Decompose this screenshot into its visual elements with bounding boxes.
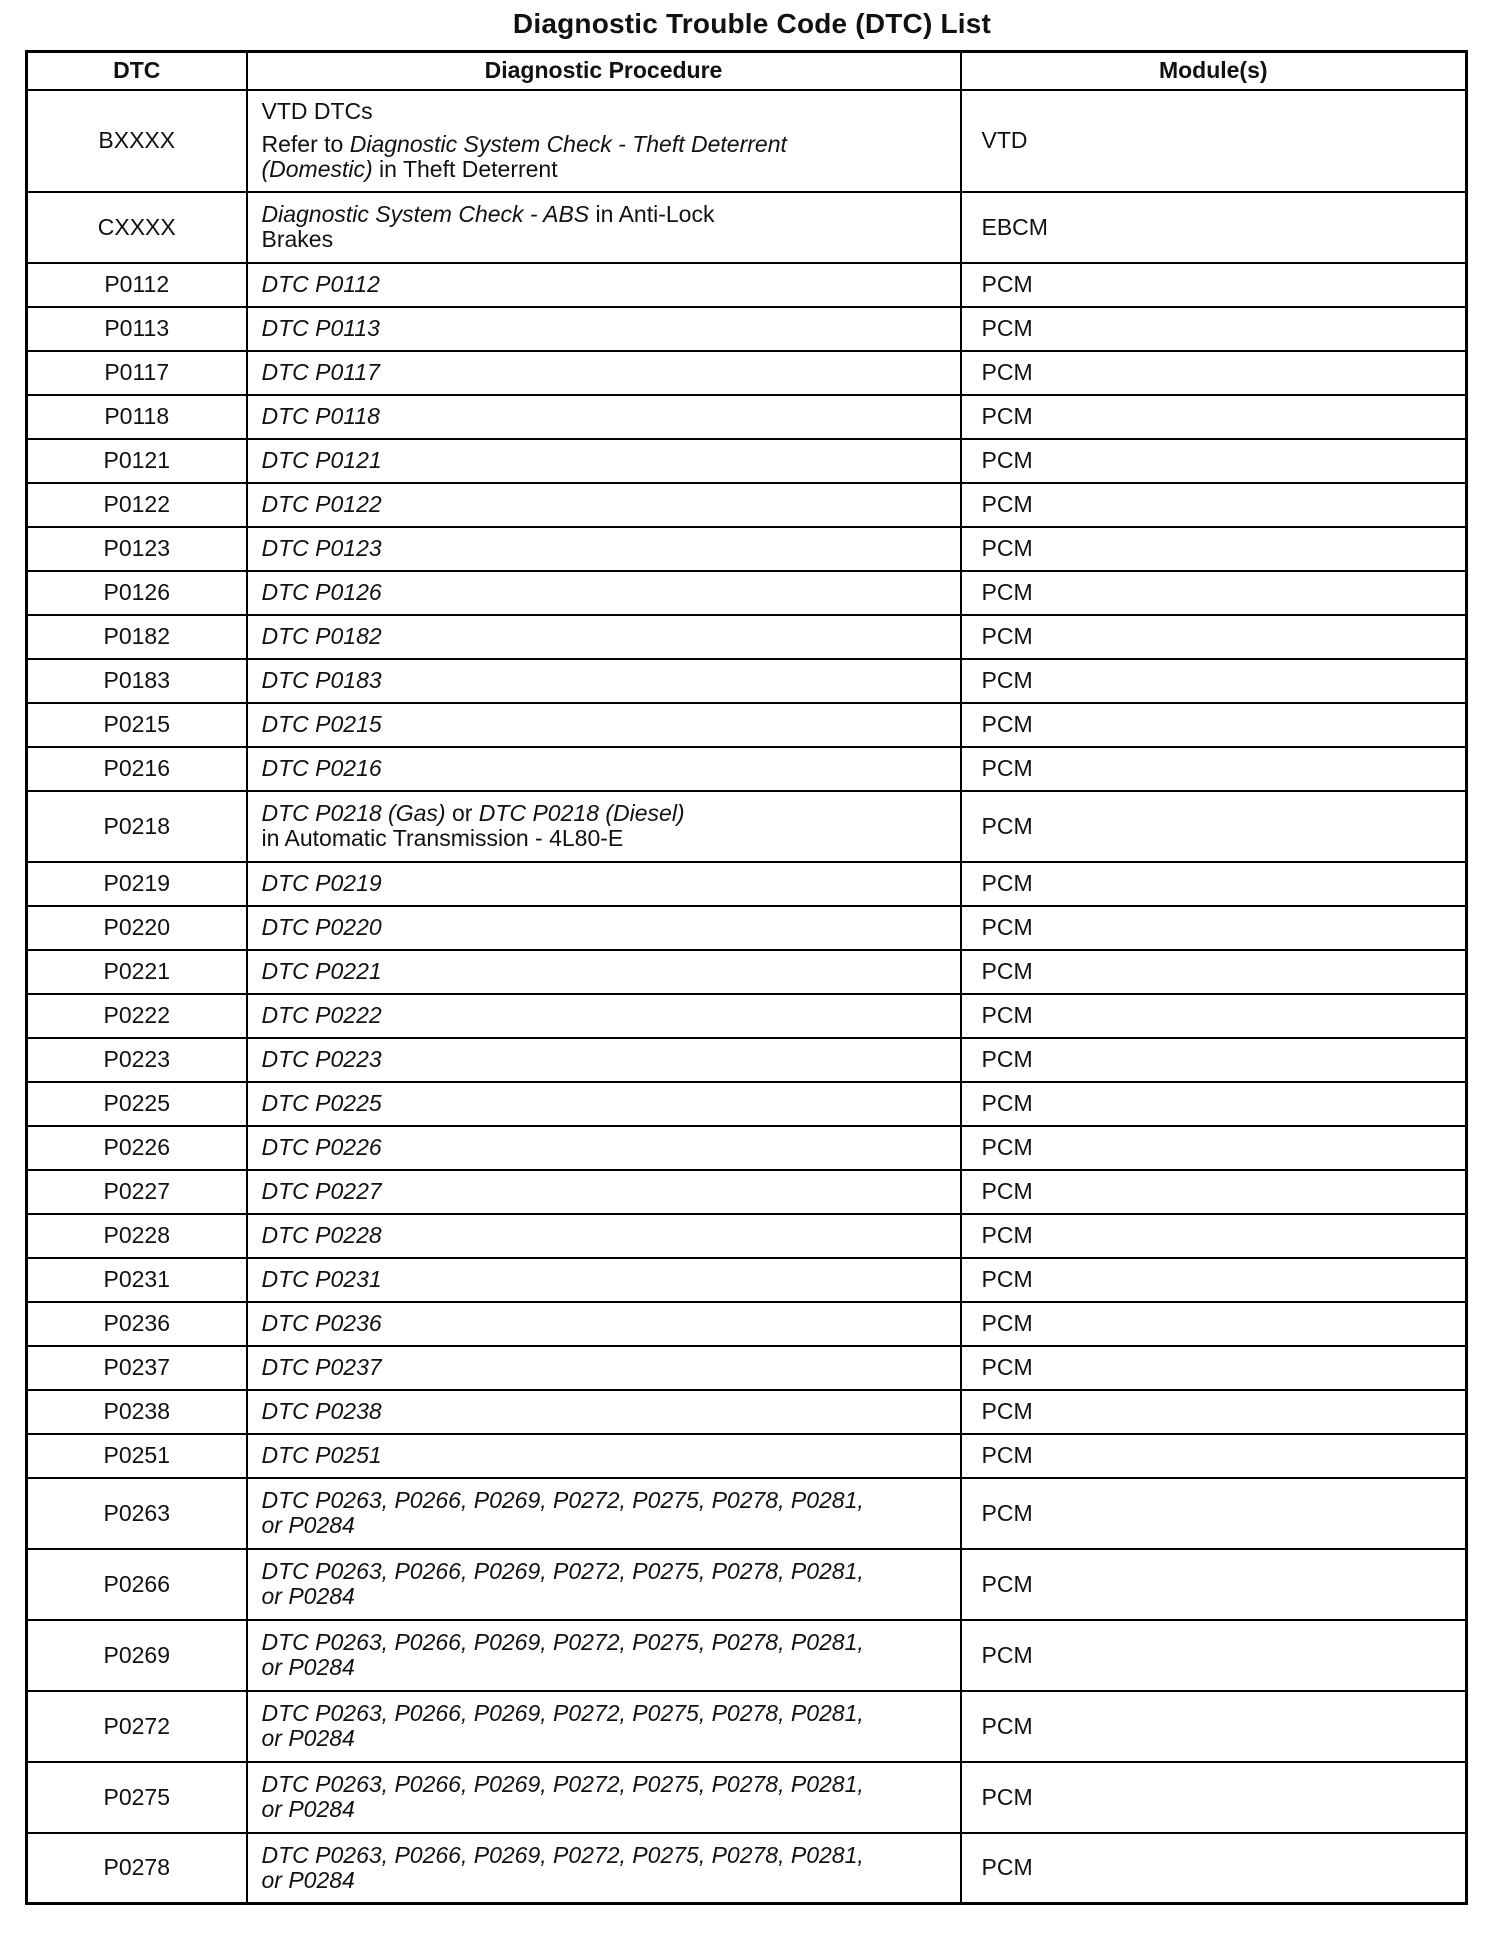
procedure-reference: DTC P0263, P0266, P0269, P0272, P0275, P0278, P0281, (261, 1558, 864, 1584)
dtc-code: P0126 (27, 571, 247, 615)
module: PCM (961, 906, 1467, 950)
table-row (27, 1346, 1467, 1390)
diagnostic-procedure (247, 1302, 961, 1346)
diagnostic-procedure (247, 1258, 961, 1302)
procedure-reference: DTC P0263, P0266, P0269, P0272, P0275, P0278, P0281, (261, 1771, 864, 1797)
procedure-reference: DTC P0126 (261, 579, 382, 605)
procedure-reference: or P0284 (261, 1512, 355, 1538)
procedure-line (262, 1047, 946, 1072)
table-row (27, 703, 1467, 747)
procedure-reference: DTC P0122 (261, 491, 382, 517)
table-row (27, 90, 1467, 192)
dtc-code: P0272 (27, 1691, 247, 1762)
diagnostic-procedure (247, 862, 961, 906)
procedure-line (262, 1772, 946, 1797)
dtc-code: P0236 (27, 1302, 247, 1346)
diagnostic-procedure (247, 571, 961, 615)
procedure-reference: DTC P0218 (Gas) (261, 800, 446, 826)
table-row (27, 1170, 1467, 1214)
procedure-reference: DTC P0263, P0266, P0269, P0272, P0275, P0278, P0281, (261, 1841, 864, 1868)
table-row (27, 483, 1467, 527)
procedure-line (262, 360, 946, 385)
procedure-reference: or P0284 (261, 1583, 355, 1609)
table-row (27, 1434, 1467, 1478)
dtc-code: P0183 (27, 659, 247, 703)
module: PCM (961, 703, 1467, 747)
header-diagnostic-procedure: Diagnostic Procedure (247, 52, 961, 90)
dtc-code: CXXXX (27, 192, 247, 263)
diagnostic-procedure (247, 1691, 961, 1762)
diagnostic-procedure (247, 483, 961, 527)
module: PCM (961, 1691, 1467, 1762)
table-row (27, 994, 1467, 1038)
procedure-line (262, 712, 946, 737)
procedure-reference: or P0284 (261, 1866, 355, 1893)
table-row (27, 1833, 1467, 1904)
procedure-reference: DTC P0123 (261, 535, 382, 561)
dtc-code: P0226 (27, 1126, 247, 1170)
procedure-line (262, 801, 946, 826)
table-row (27, 1082, 1467, 1126)
dtc-code: P0237 (27, 1346, 247, 1390)
procedure-reference: DTC P0237 (261, 1354, 382, 1380)
procedure-line (262, 826, 946, 851)
table-row (27, 527, 1467, 571)
procedure-line (262, 1267, 946, 1292)
diagnostic-procedure (247, 439, 961, 483)
procedure-line (262, 1399, 946, 1424)
module: PCM (961, 747, 1467, 791)
procedure-line (262, 404, 946, 429)
procedure-line (262, 959, 946, 984)
dtc-code: P0278 (27, 1833, 247, 1904)
procedure-reference: or P0284 (261, 1796, 355, 1822)
diagnostic-procedure (247, 747, 961, 791)
procedure-reference: DTC P0220 (261, 914, 382, 940)
table-body (27, 90, 1467, 1904)
table-row (27, 747, 1467, 791)
dtc-code: P0228 (27, 1214, 247, 1258)
procedure-reference: DTC P0226 (261, 1134, 382, 1160)
procedure-text: VTD DTCs (261, 98, 373, 124)
diagnostic-procedure (247, 1478, 961, 1549)
diagnostic-procedure (247, 615, 961, 659)
table-row (27, 571, 1467, 615)
procedure-line (262, 1513, 946, 1538)
procedure-line (262, 1843, 946, 1868)
diagnostic-procedure (247, 395, 961, 439)
procedure-line (262, 1091, 946, 1116)
procedure-line (262, 1223, 946, 1248)
procedure-reference: DTC P0218 (Diesel) (478, 800, 685, 826)
module: PCM (961, 1126, 1467, 1170)
procedure-reference: DTC P0221 (261, 958, 382, 984)
module: PCM (961, 1390, 1467, 1434)
table-row (27, 615, 1467, 659)
table-row (27, 1214, 1467, 1258)
table-row (27, 263, 1467, 307)
dtc-code: P0269 (27, 1620, 247, 1691)
diagnostic-procedure (247, 659, 961, 703)
dtc-code: P0225 (27, 1082, 247, 1126)
dtc-code: P0216 (27, 747, 247, 791)
procedure-text: Brakes (261, 226, 334, 252)
table-row (27, 1258, 1467, 1302)
dtc-code: P0113 (27, 307, 247, 351)
diagnostic-procedure (247, 791, 961, 862)
procedure-reference: Diagnostic System Check - ABS (261, 201, 590, 227)
table-row (27, 1691, 1467, 1762)
header-dtc: DTC (27, 52, 247, 90)
table-row (27, 351, 1467, 395)
module: PCM (961, 527, 1467, 571)
procedure-line (262, 1135, 946, 1160)
table-row (27, 439, 1467, 483)
dtc-code: BXXXX (27, 90, 247, 192)
diagnostic-procedure (247, 263, 961, 307)
procedure-line (262, 202, 946, 227)
procedure-line (262, 1355, 946, 1380)
table-row (27, 1302, 1467, 1346)
module: PCM (961, 1434, 1467, 1478)
diagnostic-procedure (247, 1082, 961, 1126)
module: PCM (961, 571, 1467, 615)
module: PCM (961, 1833, 1467, 1904)
diagnostic-procedure (247, 192, 961, 263)
procedure-reference: DTC P0236 (261, 1310, 382, 1336)
module: PCM (961, 439, 1467, 483)
procedure-reference: DTC P0263, P0266, P0269, P0272, P0275, P0278, P0281, (261, 1487, 864, 1513)
procedure-line (262, 871, 946, 896)
procedure-reference: DTC P0113 (261, 315, 380, 341)
module: PCM (961, 950, 1467, 994)
dtc-code: P0263 (27, 1478, 247, 1549)
dtc-code: P0182 (27, 615, 247, 659)
procedure-line (262, 1797, 946, 1822)
procedure-reference: DTC P0118 (261, 403, 380, 429)
dtc-code: P0231 (27, 1258, 247, 1302)
module: PCM (961, 659, 1467, 703)
module: PCM (961, 862, 1467, 906)
procedure-reference: DTC P0121 (261, 447, 382, 473)
diagnostic-procedure (247, 1214, 961, 1258)
table-row (27, 1620, 1467, 1691)
module: PCM (961, 615, 1467, 659)
table-row (27, 1478, 1467, 1549)
diagnostic-procedure (247, 1620, 961, 1691)
diagnostic-procedure (247, 307, 961, 351)
procedure-line (262, 1655, 946, 1680)
table-row (27, 1038, 1467, 1082)
procedure-reference: DTC P0112 (261, 271, 380, 297)
procedure-line (262, 1488, 946, 1513)
dtc-code: P0123 (27, 527, 247, 571)
dtc-code: P0251 (27, 1434, 247, 1478)
module: PCM (961, 483, 1467, 527)
diagnostic-procedure (247, 351, 961, 395)
module: PCM (961, 1620, 1467, 1691)
dtc-code: P0238 (27, 1390, 247, 1434)
procedure-line (262, 756, 946, 781)
procedure-line (262, 1003, 946, 1028)
procedure-text: or (445, 800, 479, 826)
procedure-text: in Automatic Transmission - 4L80-E (261, 825, 624, 851)
procedure-line (262, 1630, 946, 1655)
procedure-line (262, 227, 946, 252)
table-row (27, 906, 1467, 950)
procedure-reference: DTC P0251 (261, 1442, 382, 1468)
procedure-reference: DTC P0231 (261, 1266, 382, 1292)
procedure-line (262, 624, 946, 649)
module: PCM (961, 1170, 1467, 1214)
procedure-reference: DTC P0225 (261, 1090, 382, 1116)
dtc-code: P0218 (27, 791, 247, 862)
dtc-code: P0223 (27, 1038, 247, 1082)
procedure-reference: DTC P0227 (261, 1178, 382, 1204)
procedure-line (262, 1311, 946, 1336)
diagnostic-procedure (247, 1346, 961, 1390)
table-header (27, 52, 1467, 90)
header-modules: Module(s) (961, 52, 1467, 90)
diagnostic-procedure (247, 950, 961, 994)
diagnostic-procedure (247, 703, 961, 747)
procedure-line (262, 1701, 946, 1726)
page-title: Diagnostic Trouble Code (DTC) List (512, 8, 992, 39)
procedure-line (262, 132, 946, 157)
dtc-code: P0117 (27, 351, 247, 395)
procedure-reference: DTC P0182 (261, 623, 382, 649)
procedure-reference: DTC P0183 (261, 667, 382, 693)
procedure-text: in Anti-Lock (589, 201, 715, 227)
dtc-code: P0222 (27, 994, 247, 1038)
table-row (27, 395, 1467, 439)
module: PCM (961, 395, 1467, 439)
table-row (27, 1390, 1467, 1434)
module: PCM (961, 994, 1467, 1038)
procedure-reference: DTC P0222 (261, 1002, 382, 1028)
procedure-line (262, 580, 946, 605)
procedure-line (262, 157, 946, 182)
diagnostic-procedure (247, 1126, 961, 1170)
dtc-code: P0121 (27, 439, 247, 483)
module: PCM (961, 307, 1467, 351)
diagnostic-procedure (247, 994, 961, 1038)
procedure-reference: DTC P0216 (261, 755, 382, 781)
diagnostic-procedure (247, 1762, 961, 1833)
module: PCM (961, 1478, 1467, 1549)
procedure-reference: Diagnostic System Check - Theft Deterrent (349, 131, 787, 157)
procedure-line (262, 1868, 946, 1893)
dtc-code: P0215 (27, 703, 247, 747)
module: PCM (961, 1038, 1467, 1082)
procedure-line (262, 316, 946, 341)
diagnostic-procedure (247, 1038, 961, 1082)
diagnostic-procedure (247, 1390, 961, 1434)
diagnostic-procedure (247, 1170, 961, 1214)
procedure-reference: DTC P0215 (261, 711, 382, 737)
table-row (27, 307, 1467, 351)
diagnostic-procedure (247, 527, 961, 571)
procedure-reference: DTC P0228 (261, 1222, 382, 1248)
dtc-code: P0118 (27, 395, 247, 439)
dtc-code: P0122 (27, 483, 247, 527)
module: PCM (961, 1258, 1467, 1302)
procedure-reference: (Domestic) (261, 156, 373, 182)
procedure-reference: DTC P0219 (261, 870, 382, 896)
dtc-code: P0219 (27, 862, 247, 906)
table-row (27, 791, 1467, 862)
procedure-line (262, 1584, 946, 1609)
module: VTD (961, 90, 1467, 192)
table-row (27, 1126, 1467, 1170)
diagnostic-procedure (247, 1549, 961, 1620)
dtc-table (25, 50, 1468, 1905)
dtc-code: P0112 (27, 263, 247, 307)
dtc-code: P0221 (27, 950, 247, 994)
table-row (27, 192, 1467, 263)
module: PCM (961, 791, 1467, 862)
dtc-code: P0220 (27, 906, 247, 950)
procedure-reference: DTC P0263, P0266, P0269, P0272, P0275, P0278, P0281, (261, 1700, 864, 1726)
diagnostic-procedure (247, 1833, 961, 1904)
module: PCM (961, 1302, 1467, 1346)
module: PCM (961, 351, 1467, 395)
module: EBCM (961, 192, 1467, 263)
procedure-reference: DTC P0117 (261, 359, 380, 385)
procedure-line (262, 536, 946, 561)
procedure-line (262, 492, 946, 517)
procedure-line (262, 448, 946, 473)
procedure-line (262, 1559, 946, 1584)
procedure-line (262, 99, 946, 124)
table-row (27, 1762, 1467, 1833)
table-row (27, 659, 1467, 703)
dtc-code: P0275 (27, 1762, 247, 1833)
table-row (27, 862, 1467, 906)
header-row (27, 52, 1467, 90)
module: PCM (961, 1346, 1467, 1390)
diagnostic-procedure (247, 906, 961, 950)
procedure-line (262, 668, 946, 693)
table-row (27, 950, 1467, 994)
dtc-code: P0227 (27, 1170, 247, 1214)
diagnostic-procedure (247, 1434, 961, 1478)
procedure-reference: DTC P0263, P0266, P0269, P0272, P0275, P0278, P0281, (261, 1629, 864, 1655)
module: PCM (961, 1214, 1467, 1258)
procedure-reference: DTC P0223 (261, 1046, 382, 1072)
procedure-text: in Theft Deterrent (372, 156, 558, 182)
procedure-reference: or P0284 (261, 1654, 355, 1680)
procedure-text: Refer to (261, 131, 350, 157)
procedure-line (262, 272, 946, 297)
procedure-line (262, 1443, 946, 1468)
module: PCM (961, 1549, 1467, 1620)
procedure-line (262, 915, 946, 940)
module: PCM (961, 263, 1467, 307)
procedure-reference: DTC P0238 (261, 1398, 382, 1424)
dtc-code: P0266 (27, 1549, 247, 1620)
table-row (27, 1549, 1467, 1620)
module: PCM (961, 1762, 1467, 1833)
procedure-line (262, 1726, 946, 1751)
procedure-line (262, 1179, 946, 1204)
procedure-reference: or P0284 (261, 1725, 355, 1751)
module: PCM (961, 1082, 1467, 1126)
diagnostic-procedure (247, 90, 961, 192)
